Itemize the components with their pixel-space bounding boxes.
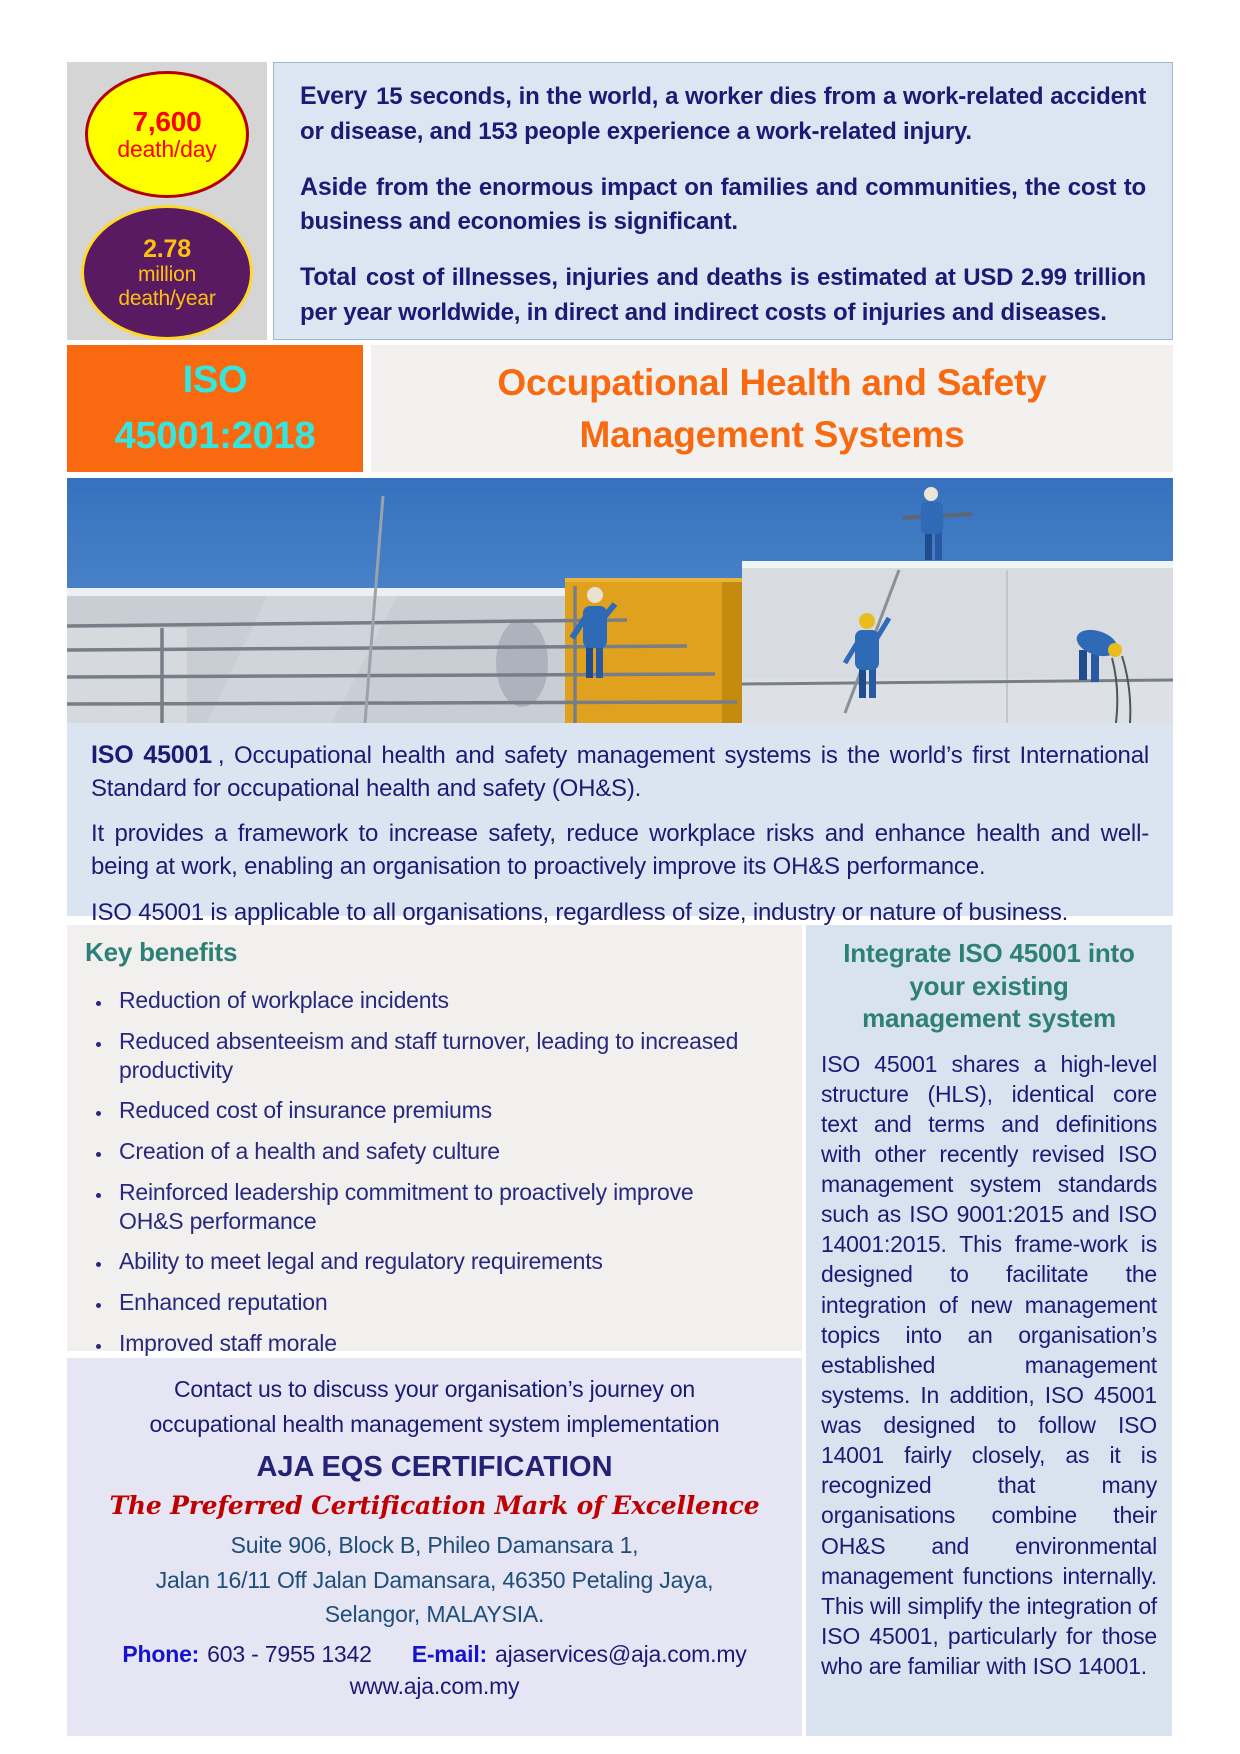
- phone-email-row: [67, 1641, 802, 1668]
- iso-badge-line1: ISO: [182, 359, 248, 402]
- phone-label: Phone:: [122, 1640, 200, 1667]
- key-benefits-section: [67, 925, 802, 1356]
- integrate-heading: [821, 937, 1157, 1035]
- benefit-item: • Reduction of workplace incidents: [113, 986, 749, 1015]
- about-paragraph-2: It provides a framework to increase safety, reduce workplace risks and enhance health and well-being at work, enabling an organisation to proactively improve its OH&S performance.: [91, 820, 1149, 880]
- banner-section: [67, 345, 1173, 472]
- benefit-item: • Creation of a health and safety culture: [113, 1137, 749, 1166]
- benefit-item: • Enhanced reputation: [113, 1288, 749, 1317]
- deaths-per-year-value: 2.78: [143, 235, 191, 264]
- about-section: [67, 723, 1173, 926]
- deaths-per-day-circle: [85, 71, 249, 198]
- intro-p3-lead: Total: [300, 263, 357, 292]
- deaths-per-day-value: 7,600: [132, 106, 202, 138]
- deaths-per-year-label-million: million: [137, 263, 197, 287]
- address-line1: Suite 906, Block B, Phileo Damansara 1,: [230, 1532, 639, 1558]
- intro-text-panel: [273, 62, 1173, 340]
- company-name: AJA EQS CERTIFICATION: [256, 1451, 613, 1483]
- about-p1-lead: ISO 45001: [91, 741, 212, 769]
- about-p1-text: , Occupational health and safety management systems is the world’s first International Standard for occupational health and safety (OH&S).: [91, 742, 1149, 802]
- iso-badge-line2: 45001:2018: [114, 414, 316, 457]
- statistics-panel: [67, 62, 267, 340]
- benefit-item: • Improved staff morale: [113, 1329, 749, 1358]
- about-paragraph-3: ISO 45001 is applicable to all organisations, regardless of size, industry or nature of business.: [91, 898, 1069, 926]
- integrate-heading-line2: your existing: [909, 970, 1069, 1001]
- intro-p2-lead: Aside: [300, 172, 368, 201]
- intro-p1-text: 15 seconds, in the world, a worker dies from a work-related accident or disease, and 153 people experience a work-related injury.: [300, 83, 1146, 145]
- intro-paragraph-2: [300, 170, 1146, 240]
- company-tagline: The Preferred Certification Mark of Excellence: [109, 1491, 760, 1520]
- key-benefits-heading: Key benefits: [85, 937, 238, 967]
- about-paragraph-1: [91, 738, 1149, 805]
- contact-invitation-line1: Contact us to discuss your organisation’s journey on: [173, 1376, 696, 1402]
- deaths-per-day-label: death/day: [117, 136, 217, 163]
- key-benefits-list: [85, 986, 782, 1358]
- intro-paragraph-3: [300, 260, 1146, 330]
- email-label: E-mail:: [411, 1640, 487, 1667]
- benefit-item: • Reduced cost of insurance premiums: [113, 1096, 749, 1125]
- intro-p3-text: cost of illnesses, injuries and deaths is estimated at USD 2.99 trillion per year worldwide, in direct and indirect costs of injuries and diseases.: [300, 264, 1146, 326]
- website-url[interactable]: www.aja.com.my: [349, 1672, 520, 1699]
- email-value[interactable]: ajaservices@aja.com.my: [495, 1640, 747, 1667]
- construction-photo: [67, 478, 1173, 723]
- iso-standard-badge: [67, 345, 363, 472]
- construction-photo-art: [67, 478, 1173, 723]
- intro-p1-lead: Every: [300, 82, 368, 110]
- integrate-heading-line1: Integrate ISO 45001 into: [843, 938, 1135, 968]
- intro-p2-text: from the enormous impact on families and communities, the cost to business and economies is significant.: [300, 173, 1146, 236]
- phone-value: 603 - 7955 1342: [207, 1640, 372, 1667]
- intro-paragraph-1: [300, 79, 1146, 149]
- deaths-per-year-circle: [81, 205, 253, 340]
- address-line3: Selangor, MALAYSIA.: [324, 1601, 545, 1627]
- benefit-item: • Ability to meet legal and regulatory requirements: [113, 1247, 749, 1276]
- contact-section: [67, 1358, 802, 1736]
- page-title-line1: Occupational Health and Safety: [497, 361, 1047, 403]
- contact-invitation-line2: occupational health management system implementation: [149, 1410, 720, 1437]
- integrate-heading-line3: management system: [862, 1003, 1116, 1033]
- address-line2: Jalan 16/11 Off Jalan Damansara, 46350 Petaling Jaya,: [155, 1566, 714, 1593]
- top-statistics-section: [67, 62, 1173, 340]
- page-title: [371, 345, 1173, 472]
- benefit-item: • Reduced absenteeism and staff turnover, leading to increased productivity: [113, 1027, 749, 1085]
- page-title-line2: Management Systems: [579, 413, 965, 455]
- integrate-section: [806, 925, 1172, 1736]
- deaths-per-year-label-period: death/year: [118, 286, 216, 310]
- integrate-body: ISO 45001 shares a high-level structure (HLS), identical core text and terms and definitions with other recently revised ISO management system standards such as ISO 9001:2015 and ISO 14001:2015. This frame-work is designed to facilitate the integration of new management topics into an organisation’s established management systems. In addition, ISO 45001 was designed to follow ISO 14001 fairly closely, as it is recognized that many organisations combine their OH&S and environmental management functions internally. This will simplify the integration of ISO 45001, particularly for those who are familiar with ISO 14001.: [821, 1050, 1157, 1679]
- benefit-item: • Reinforced leadership commitment to proactively improve OH&S performance: [113, 1178, 749, 1236]
